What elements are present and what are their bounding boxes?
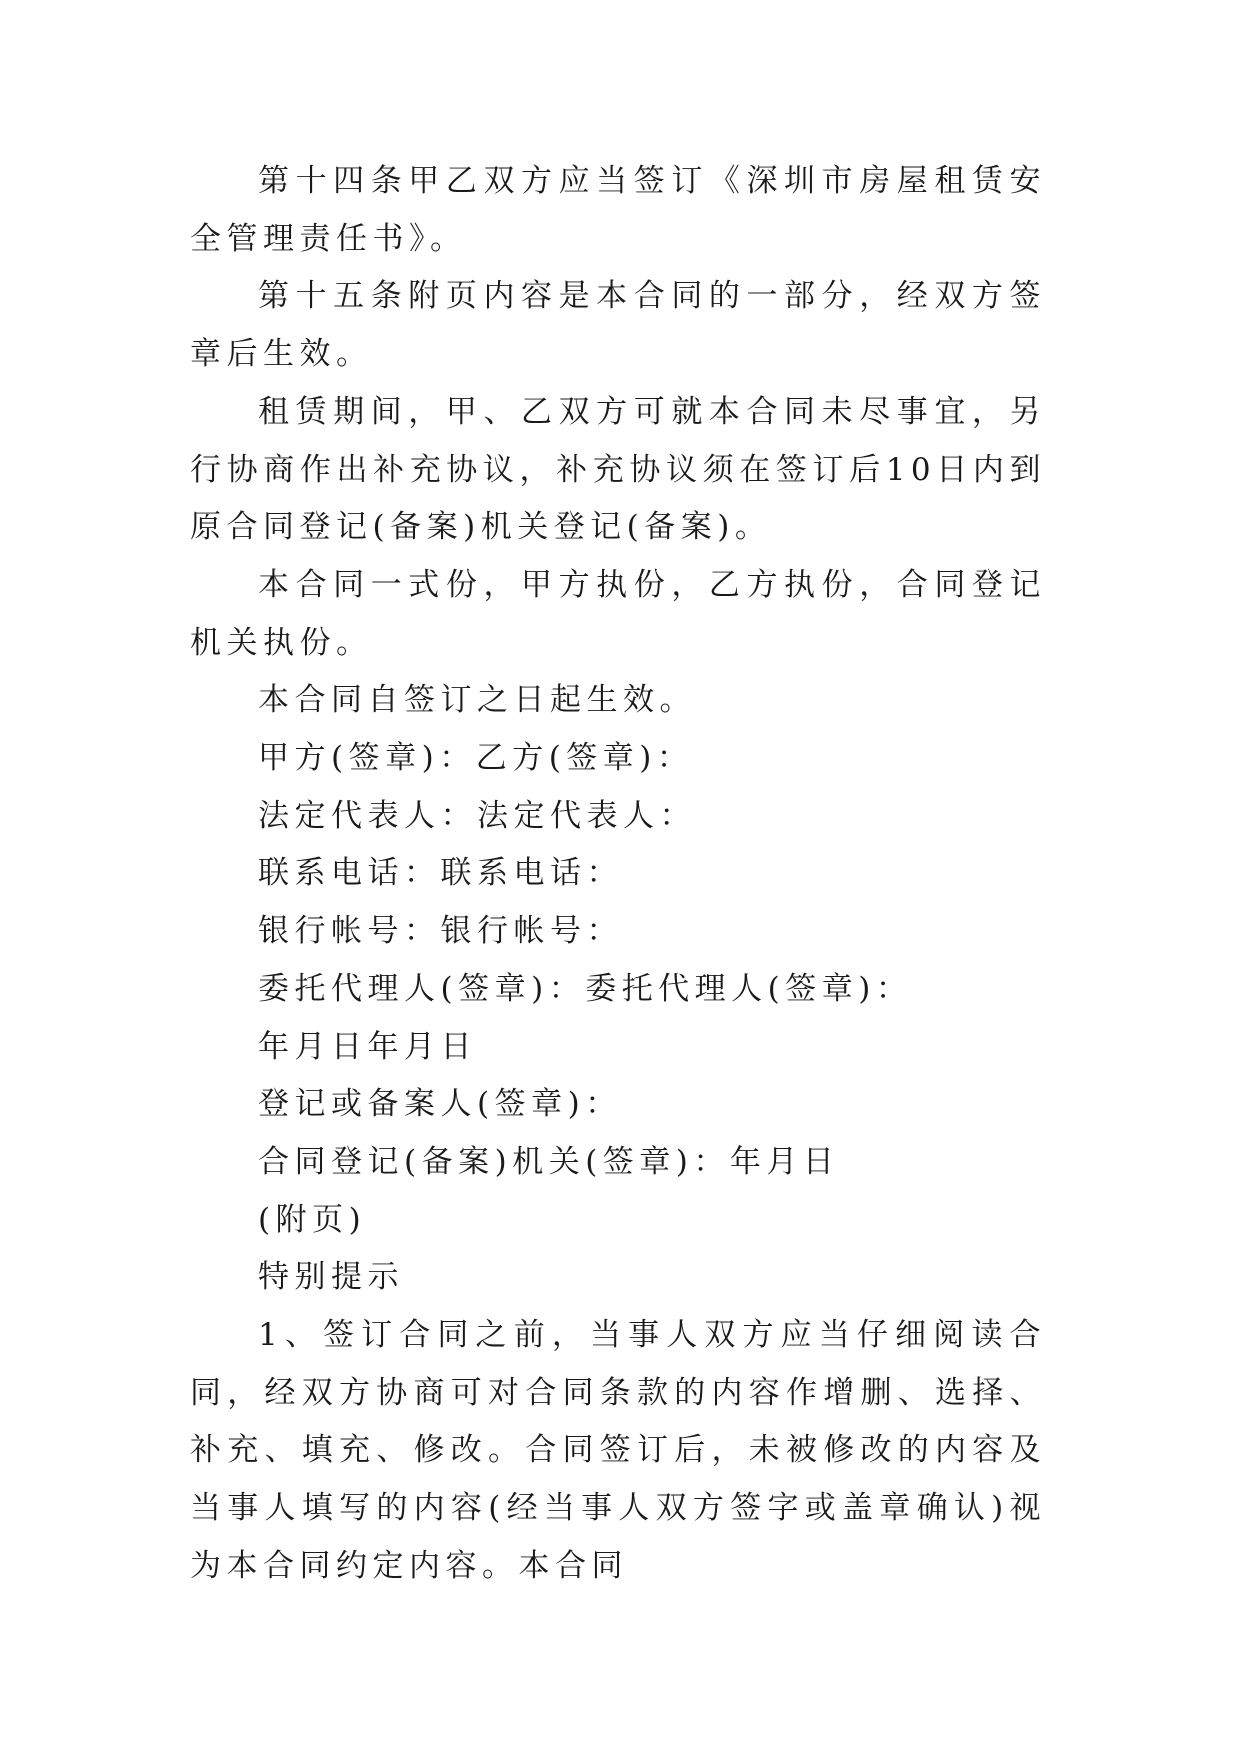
clause-15-paragraph: 第十五条附页内容是本合同的一部分，经双方签章后生效。 [190,278,1046,373]
clause-14-paragraph: 第十四条甲乙双方应当签订《深圳市房屋租赁安全管理责任书》。 [190,163,1046,257]
signature-line-phone: 联系电话：联系电话： [258,855,623,892]
registration-authority-line: 合同登记(备案)机关(签章)：年月日 [258,1143,840,1180]
appendix-heading: (附页) [258,1201,367,1238]
signature-line-bank-account: 银行帐号：银行帐号： [258,913,623,950]
special-notice-heading: 特别提示 [258,1259,404,1296]
signature-line-parties: 甲方(签章)：乙方(签章)： [258,740,694,777]
document-body [190,153,1046,1596]
effective-date-paragraph: 本合同自签订之日起生效。 [258,682,696,719]
signature-line-agent: 委托代理人(签章)：委托代理人(签章)： [258,970,913,1007]
copies-paragraph: 本合同一式份，甲方执份，乙方执份，合同登记机关执份。 [190,566,1046,661]
signature-line-legal-representative: 法定代表人：法定代表人： [258,797,696,834]
special-notice-item-1: 1、签订合同之前，当事人双方应当仔细阅读合同，经双方协商可对合同条款的内容作增删、选择、补充、填充、修改。合同签订后，未被修改的内容及当事人填写的内容(经当事人双方签字或盖章确认)视为本合同约定内容。本合同 [190,1317,1046,1584]
registrar-signature-line: 登记或备案人(签章)： [258,1086,622,1123]
signature-line-dates: 年月日年月日 [258,1028,477,1065]
supplementary-agreement-paragraph: 租赁期间，甲、乙双方可就本合同未尽事宜，另行协商作出补充协议，补充协议须在签订后10日内到原合同登记(备案)机关登记(备案)。 [190,393,1046,546]
